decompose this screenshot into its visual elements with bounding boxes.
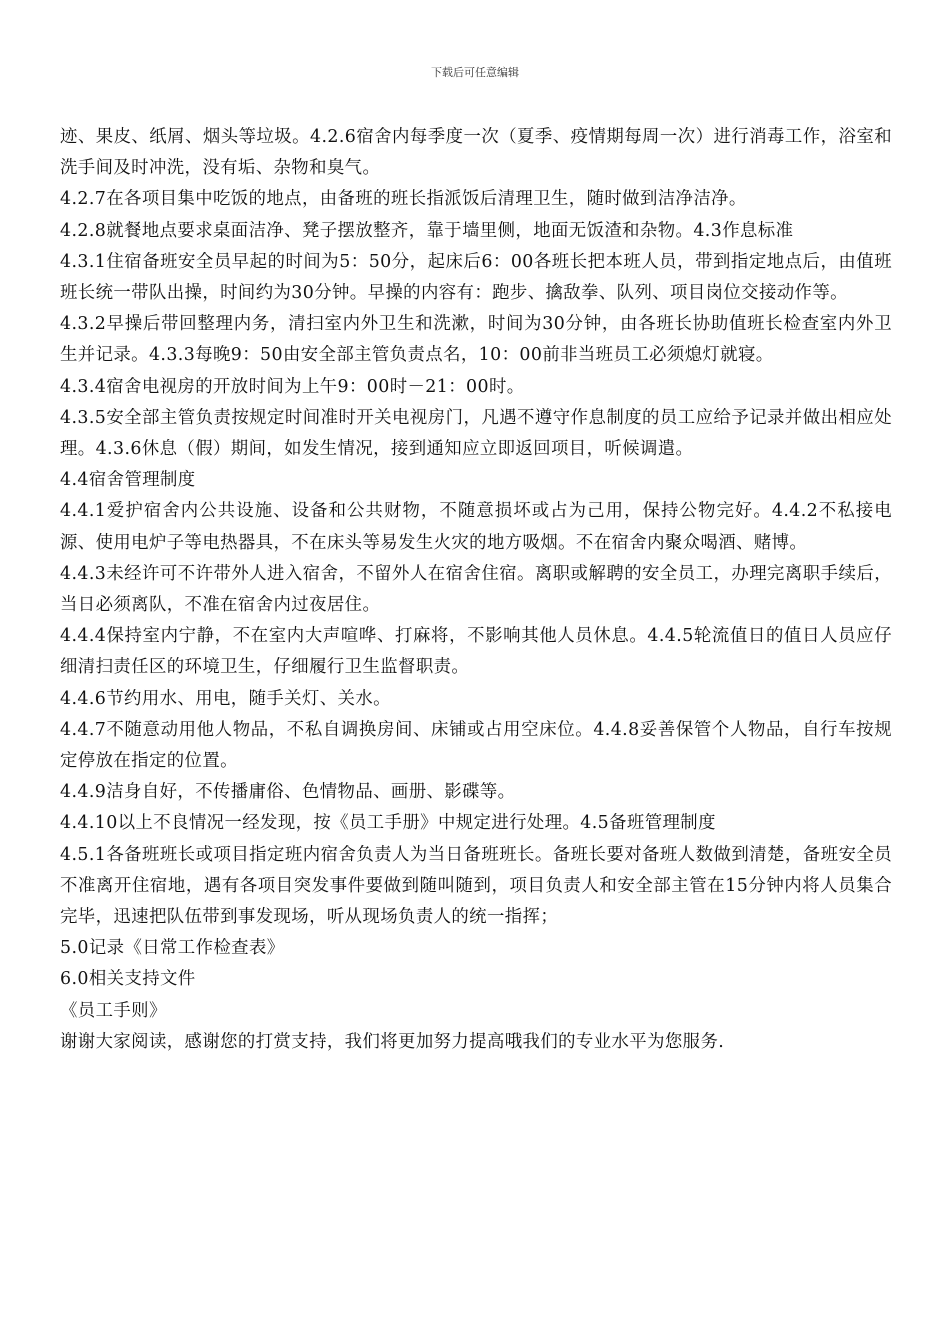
paragraph: 4.3.5安全部主管负责按规定时间准时开关电视房门，凡遇不遵守作息制度的员工应给予记录并做出相应处理。4.3.6休息（假）期间，如发生情况，接到通知应立即返回项目，听候调遣。: [60, 407, 892, 460]
paragraph: 4.3.1住宿备班安全员早起的时间为5：50分，起床后6：00各班长把本班人员，带到指定地点后，由值班班长统一带队出操，时间约为30分钟。早操的内容有：跑步、擒敌拳、队列、项目岗位交接动作等。: [60, 251, 892, 304]
document-body: [60, 122, 892, 1058]
paragraph: 4.3.4宿舍电视房的开放时间为上午9：00时－21：00时。: [60, 376, 525, 397]
paragraph: 4.2.7在各项目集中吃饭的地点，由备班的班长指派饭后清理卫生，随时做到洁净洁净。: [60, 189, 747, 210]
record-line: 5.0记录《日常工作检查表》: [60, 938, 285, 959]
reference-document: 《员工手则》: [60, 1000, 167, 1021]
paragraph: 4.4.1爱护宿舍内公共设施、设备和公共财物，不随意损坏或占为己用，保持公物完好。4.4.2不私接电源、使用电炉子等电热器具，不在床头等易发生火灾的地方吸烟。不在宿舍内聚众喝酒、赌博。: [60, 501, 892, 553]
paragraph: 4.4.6节约用水、用电，随手关灯、关水。: [60, 688, 391, 709]
section-heading: 4.4宿舍管理制度: [60, 470, 196, 491]
page-header: 下载后可任意编辑: [431, 66, 519, 79]
paragraph: 4.5.1各备班班长或项目指定班内宿舍负责人为当日备班班长。备班长要对备班人数做到清楚，备班安全员不准离开住宿地，遇有各项目突发事件要做到随叫随到，项目负责人和安全部主管在15分钟内将人员集合完毕，迅速把队伍带到事发现场，听从现场负责人的统一指挥；: [60, 844, 892, 928]
section-heading: 6.0相关支持文件: [60, 969, 196, 990]
paragraph: 4.2.8就餐地点要求桌面洁净、凳子摆放整齐，靠于墙里侧，地面无饭渣和杂物。4.3作息标准: [60, 220, 794, 241]
paragraph: 4.4.10以上不良情况一经发现，按《员工手册》中规定进行处理。4.5备班管理制度: [60, 813, 716, 834]
paragraph: 4.3.2早操后带回整理内务，清扫室内外卫生和洗漱，时间为30分钟，由各班长协助值班长检查室内外卫生并记录。4.3.3每晚9：50由安全部主管负责点名，10：00前非当班员工必须熄灯就寝。: [60, 314, 892, 366]
paragraph: 迹、果皮、纸屑、烟头等垃圾。4.2.6宿舍内每季度一次（夏季、疫情期每周一次）进行消毒工作，浴室和洗手间及时冲洗，没有垢、杂物和臭气。: [60, 127, 892, 179]
paragraph: 4.4.4保持室内宁静，不在室内大声喧哗、打麻将，不影响其他人员休息。4.4.5轮流值日的值日人员应仔细清扫责任区的环境卫生，仔细履行卫生监督职责。: [60, 626, 892, 678]
closing-note: 谢谢大家阅读，感谢您的打赏支持，我们将更加努力提高哦我们的专业水平为您服务.: [60, 1031, 725, 1052]
paragraph: 4.4.3未经许可不许带外人进入宿舍，不留外人在宿舍住宿。离职或解聘的安全员工，办理完离职手续后，当日必须离队，不准在宿舍内过夜居住。: [60, 563, 892, 616]
paragraph: 4.4.7不随意动用他人物品，不私自调换房间、床铺或占用空床位。4.4.8妥善保管个人物品，自行车按规定停放在指定的位置。: [60, 719, 892, 772]
paragraph: 4.4.9洁身自好，不传播庸俗、色情物品、画册、影碟等。: [60, 782, 516, 803]
